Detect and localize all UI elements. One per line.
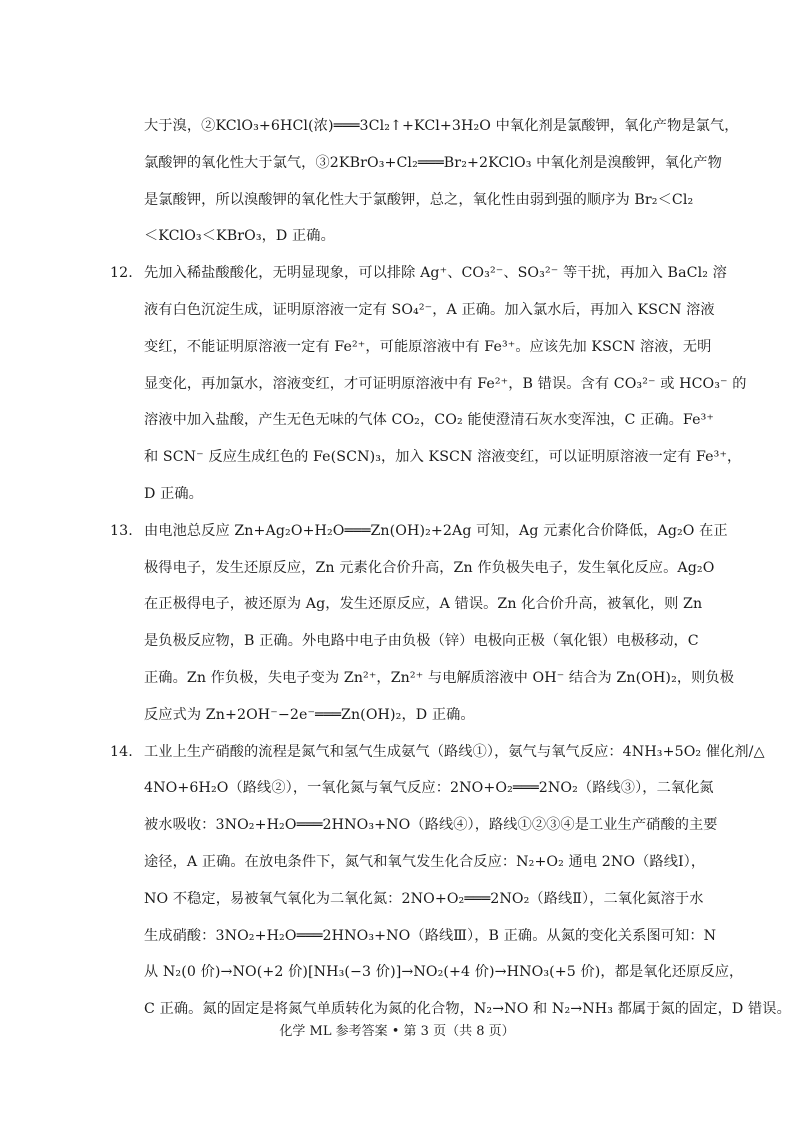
page-content [110, 108, 791, 1028]
text-line: 变红，不能证明原溶液一定有 Fe²⁺，可能原溶液中有 Fe³⁺。应该先加 KSCN 溶液，无明 [144, 338, 712, 355]
text-line: 先加入稀盐酸酸化，无明显现象，可以排除 Ag⁺、CO₃²⁻、SO₃²⁻ 等干扰，再加入 BaCl₂ 溶 [144, 265, 727, 282]
text-line: NO 不稳定，易被氧气氧化为二氧化氮：2NO+O₂═══2NO₂（路线Ⅱ），二氧化氮溶于水 [144, 890, 704, 907]
question-number: 14. [110, 743, 133, 760]
text-line: 工业上生产硝酸的流程是氮气和氢气生成氨气（路线①），氨气与氧气反应：4NH₃+5O₂ 催化剂/△ [144, 743, 765, 760]
text-line: 由电池总反应 Zn+Ag₂O+H₂O═══Zn(OH)₂+2Ag 可知，Ag 元素化合价降低，Ag₂O 在正 [144, 522, 728, 539]
text-line: 显变化，再加氯水，溶液变红，才可证明原溶液中有 Fe²⁺，B 错误。含有 CO₃²⁻ 或 HCO₃⁻ 的 [144, 375, 747, 392]
text-line: 被水吸收：3NO₂+H₂O═══2HNO₃+NO（路线④），路线①②③④是工业生产硝酸的主要 [144, 817, 718, 834]
text-line: 4NO+6H₂O（路线②），一氧化氮与氧气反应：2NO+O₂═══2NO₂（路线③），二氧化氮 [144, 780, 714, 797]
question-number: 12. [110, 265, 133, 282]
text-line: 正确。Zn 作负极，失电子变为 Zn²⁺，Zn²⁺ 与电解质溶液中 OH⁻ 结合为 Zn(OH)₂，则负极 [144, 669, 735, 686]
text-line: 是负极反应物，B 正确。外电路中电子由负极（锌）电极向正极（氧化银）电极移动，C [144, 633, 699, 650]
text-line: 是氯酸钾，所以溴酸钾的氧化性大于氯酸钾，总之，氧化性由弱到强的顺序为 Br₂＜Cl₂ [144, 191, 694, 208]
page-footer: 化学 ML 参考答案 • 第 3 页（共 8 页） [279, 1024, 515, 1039]
text-line: 生成硝酸：3NO₂+H₂O═══2HNO₃+NO（路线Ⅲ），B 正确。从氮的变化关系图可知：N [144, 927, 717, 944]
text-line: 氯酸钾的氧化性大于氯气，③2KBrO₃+Cl₂═══Br₂+2KClO₃ 中氧化剂是溴酸钾，氧化产物 [144, 154, 722, 171]
text-line: 和 SCN⁻ 反应生成红色的 Fe(SCN)₃，加入 KSCN 溶液变红，可以证明原溶液一定有 Fe³⁺， [144, 449, 742, 466]
answer-12 [110, 255, 747, 513]
answer-13 [110, 513, 735, 734]
text-line: ＜KClO₃＜KBrO₃，D 正确。 [144, 228, 335, 245]
text-line: D 正确。 [144, 485, 203, 502]
text-line: 大于溴，②KClO₃+6HCl(浓)═══3Cl₂↑+KCl+3H₂O 中氧化剂是氯酸钾，氧化产物是氯气， [144, 118, 739, 134]
text-line: 液有白色沉淀生成，证明原溶液一定有 SO₄²⁻，A 正确。加入氯水后，再加入 KSCN 溶液 [144, 301, 715, 318]
text-line: 极得电子，发生还原反应，Zn 元素化合价升高，Zn 作负极失电子，发生氧化反应。Ag₂O [144, 559, 715, 576]
text-line: 途径，A 正确。在放电条件下，氮气和氧气发生化合反应：N₂+O₂ 通电 2NO（路线Ⅰ）， [144, 853, 706, 870]
paragraph-11-continued [110, 108, 739, 255]
text-line: 在正极得电子，被还原为 Ag，发生还原反应，A 错误。Zn 化合价升高，被氧化，则 Zn [144, 596, 703, 613]
answer-14 [110, 734, 791, 1028]
text-line: 反应式为 Zn+2OH⁻−2e⁻═══Zn(OH)₂，D 正确。 [144, 706, 475, 723]
text-line: C 正确。氮的固定是将氮气单质转化为氮的化合物，N₂→NO 和 N₂→NH₃ 都属于氮的固定，D 错误。 [144, 1001, 791, 1018]
question-number: 13. [110, 522, 133, 539]
text-line: 溶液中加入盐酸，产生无色无味的气体 CO₂，CO₂ 能使澄清石灰水变浑浊，C 正确。Fe³⁺ [144, 412, 714, 429]
text-line: 从 N₂(0 价)→NO(+2 价)[NH₃(−3 价)]→NO₂(+4 价)→HNO₃(+5 价)，都是氧化还原反应， [144, 964, 744, 981]
